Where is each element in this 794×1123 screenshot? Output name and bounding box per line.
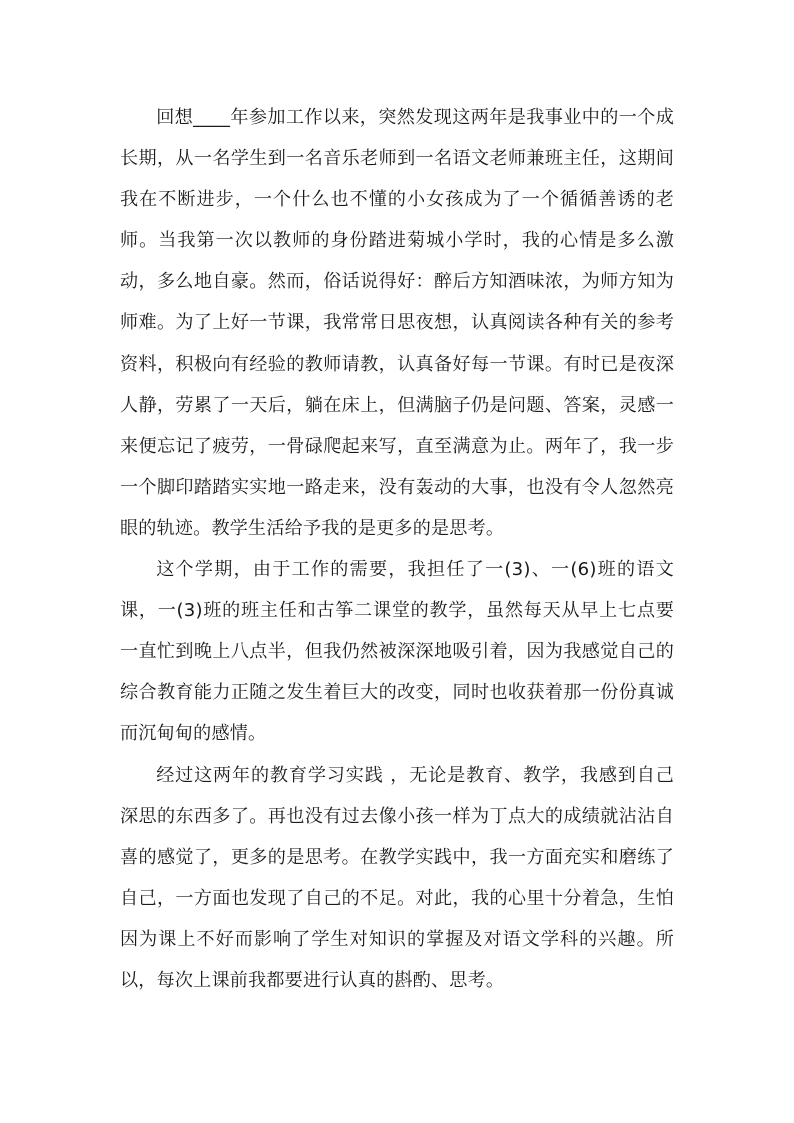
- paragraph-1: 回想____年参加工作以来，突然发现这两年是我事业中的一个成长期，从一名学生到一名音乐老师到一名语文老师兼班主任，这期间我在不断进步，一个什么也不懂的小女孩成为了一个循循善诱的老师。当我第一次以教师的身份踏进菊城小学时，我的心情是多么激动，多么地自豪。然而，俗话说得好：醉后方知酒味浓，为师方知为师难。为了上好一节课，我常常日思夜想，认真阅读各种有关的参考资料，积极向有经验的教师请教，认真备好每一节课。有时已是夜深人静，劳累了一天后，躺在床上，但满脑子仍是问题、答案，灵感一来便忘记了疲劳，一骨碌爬起来写，直至满意为止。两年了，我一步一个脚印踏踏实实地一路走来，没有轰动的大事，也没有令人忽然亮眼的轨迹。教学生活给予我的是更多的是思考。: [120, 107, 674, 539]
- paragraph-3: 经过这两年的教育学习实践 ，无论是教育、教学，我感到自己深思的东西多了。再也没有过去像小孩一样为丁点大的成绩就沾沾自喜的感觉了，更多的是思考。在教学实践中，我一方面充实和磨练了自己，一方面也发现了自己的不足。对此，我的心里十分着急，生怕因为课上不好而影响了学生对知识的掌握及对语文学科的兴趣。所以，每次上课前我都要进行认真的斟酌、思考。: [120, 764, 674, 991]
- paragraph-2: 这个学期，由于工作的需要，我担任了一(3)、一(6)班的语文课，一(3)班的班主任和古筝二课堂的教学，虽然每天从早上七点要一直忙到晚上八点半，但我仍然被深深地吸引着，因为我感觉自己的综合教育能力正随之发生着巨大的改变，同时也收获着那一份份真诚而沉甸甸的感情。: [120, 559, 674, 745]
- document-body: [120, 97, 674, 1001]
